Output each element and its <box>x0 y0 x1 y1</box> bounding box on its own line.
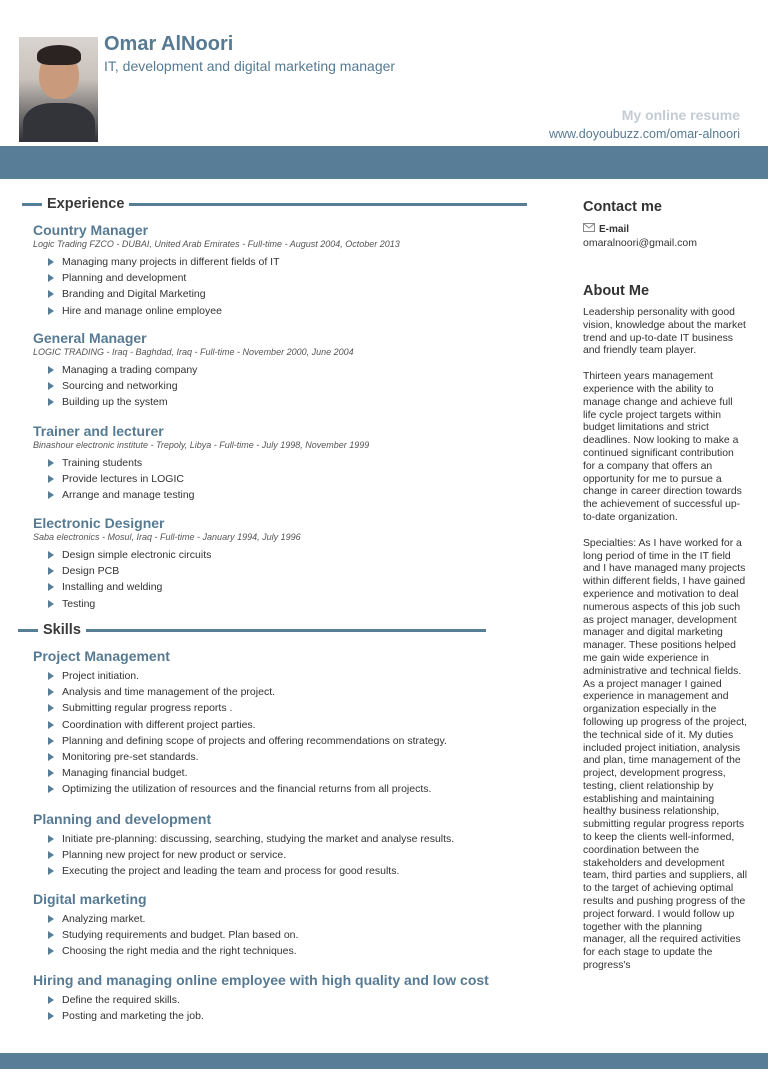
online-resume-link[interactable]: www.doyoubuzz.com/omar-alnoori <box>548 127 740 141</box>
list-item: Studying requirements and budget. Plan based on. <box>33 927 553 943</box>
job-entry <box>33 330 553 411</box>
list-item: Testing <box>33 596 553 612</box>
contact-heading: Contact me <box>583 199 662 215</box>
header-band <box>0 146 768 179</box>
contact-section <box>583 199 748 249</box>
list-item: Define the required skills. <box>33 992 553 1008</box>
list-item: Optimizing the utilization of resources and the financial returns from all projects. <box>33 781 553 797</box>
skill-title: Hiring and managing online employee with high quality and low cost <box>33 972 489 988</box>
list-item: Choosing the right media and the right techniques. <box>33 943 553 959</box>
email-label: E-mail <box>599 223 630 235</box>
about-heading: About Me <box>583 283 650 299</box>
skill-group <box>33 891 553 960</box>
job-meta: Logic Trading FZCO - DUBAI, United Arab Emirates - Full-time - August 2004, October 2013 <box>33 239 400 249</box>
about-paragraph: As a project manager I gained experience in management and organization especially in the following up progress of the project, the technical side of it. My duties included project initiation, analysis and plan, time management of the project, development progress, testing, client relationship by establishing and maintaining healthy business relationship, submitting regular progress reports to keep the clients well-informed, coordination between the stakeholders and development team, third parties and suppliers, all to the target of achieving optimal results and pushing progress of the project forward. I would follow up together with the planning manager, all the required activities for each stage to update the progress's <box>583 678 748 972</box>
job-entry <box>33 222 553 319</box>
list-item: Sourcing and networking <box>33 378 553 394</box>
job-title: Electronic Designer <box>33 515 165 531</box>
list-item: Analysis and time management of the project. <box>33 684 553 700</box>
list-item: Planning new project for new product or service. <box>33 847 553 863</box>
job-meta: Saba electronics - Mosul, Iraq - Full-time - January 1994, July 1996 <box>33 532 301 542</box>
list-item: Installing and welding <box>33 579 553 595</box>
list-item: Managing financial budget. <box>33 765 553 781</box>
list-item: Posting and marketing the job. <box>33 1008 553 1024</box>
skill-group <box>33 972 553 1024</box>
list-item: Branding and Digital Marketing <box>33 286 553 302</box>
list-item: Design PCB <box>33 563 553 579</box>
profile-photo <box>19 37 98 142</box>
list-item: Managing many projects in different fields of IT <box>33 254 553 270</box>
person-name: Omar AlNoori <box>104 33 234 55</box>
list-item: Project initiation. <box>33 668 553 684</box>
about-section <box>583 283 748 973</box>
job-title: Trainer and lecturer <box>33 423 164 439</box>
skill-title: Project Management <box>33 648 170 664</box>
email-address[interactable]: omaralnoori@gmail.com <box>583 237 697 249</box>
skill-group <box>33 648 553 798</box>
experience-heading: Experience <box>22 196 527 212</box>
footer-band <box>0 1053 768 1069</box>
list-item: Building up the system <box>33 394 553 410</box>
envelope-icon <box>583 223 595 235</box>
list-item: Hire and manage online employee <box>33 303 553 319</box>
job-meta: Binashour electronic institute - Trepoly, Libya - Full-time - July 1998, November 1999 <box>33 440 370 450</box>
skill-title: Digital marketing <box>33 891 147 907</box>
list-item: Planning and defining scope of projects and offering recommendations on strategy. <box>33 733 553 749</box>
online-resume-label: My online resume <box>621 107 740 123</box>
list-item: Analyzing market. <box>33 911 553 927</box>
list-item: Training students <box>33 455 553 471</box>
job-entry <box>33 515 553 612</box>
list-item: Design simple electronic circuits <box>33 547 553 563</box>
job-meta: LOGIC TRADING - Iraq - Baghdad, Iraq - Full-time - November 2000, June 2004 <box>33 347 354 357</box>
list-item: Managing a trading company <box>33 362 553 378</box>
list-item: Executing the project and leading the team and process for good results. <box>33 863 553 879</box>
list-item: Coordination with different project parties. <box>33 717 553 733</box>
list-item: Arrange and manage testing <box>33 487 553 503</box>
list-item: Submitting regular progress reports . <box>33 700 553 716</box>
job-title: General Manager <box>33 330 147 346</box>
job-title: Country Manager <box>33 222 149 238</box>
skill-group <box>33 811 553 880</box>
about-paragraph: Specialties: As I have worked for a long period of time in the IT field and I have managed many projects within different fields, I have gained experience and motivation to deal numerous aspects of this job such as project manager, development manager and digital marketing manager. These positions helped me gain wide experience in administrative and technical fields. <box>583 537 746 677</box>
list-item: Provide lectures in LOGIC <box>33 471 553 487</box>
list-item: Initiate pre-planning: discussing, searching, studying the market and analyse results. <box>33 831 553 847</box>
about-paragraph: Thirteen years management experience with the ability to manage change and achieve full life cycle project targets within budget limitations and strict deadlines. Now looking to make a continued significant contribution for a company that offers an opportunity for me to pursue a change in career direction towards the achievement of successful up-to-date organization. <box>583 371 742 523</box>
skills-heading: Skills <box>18 622 486 638</box>
about-paragraph: Leadership personality with good vision, knowledge about the market trend and up-to-date IT business and friendly team player. <box>583 307 746 357</box>
list-item: Monitoring pre-set standards. <box>33 749 553 765</box>
headline: IT, development and digital marketing manager <box>104 58 396 74</box>
job-entry <box>33 423 553 504</box>
skill-title: Planning and development <box>33 811 212 827</box>
list-item: Planning and development <box>33 270 553 286</box>
